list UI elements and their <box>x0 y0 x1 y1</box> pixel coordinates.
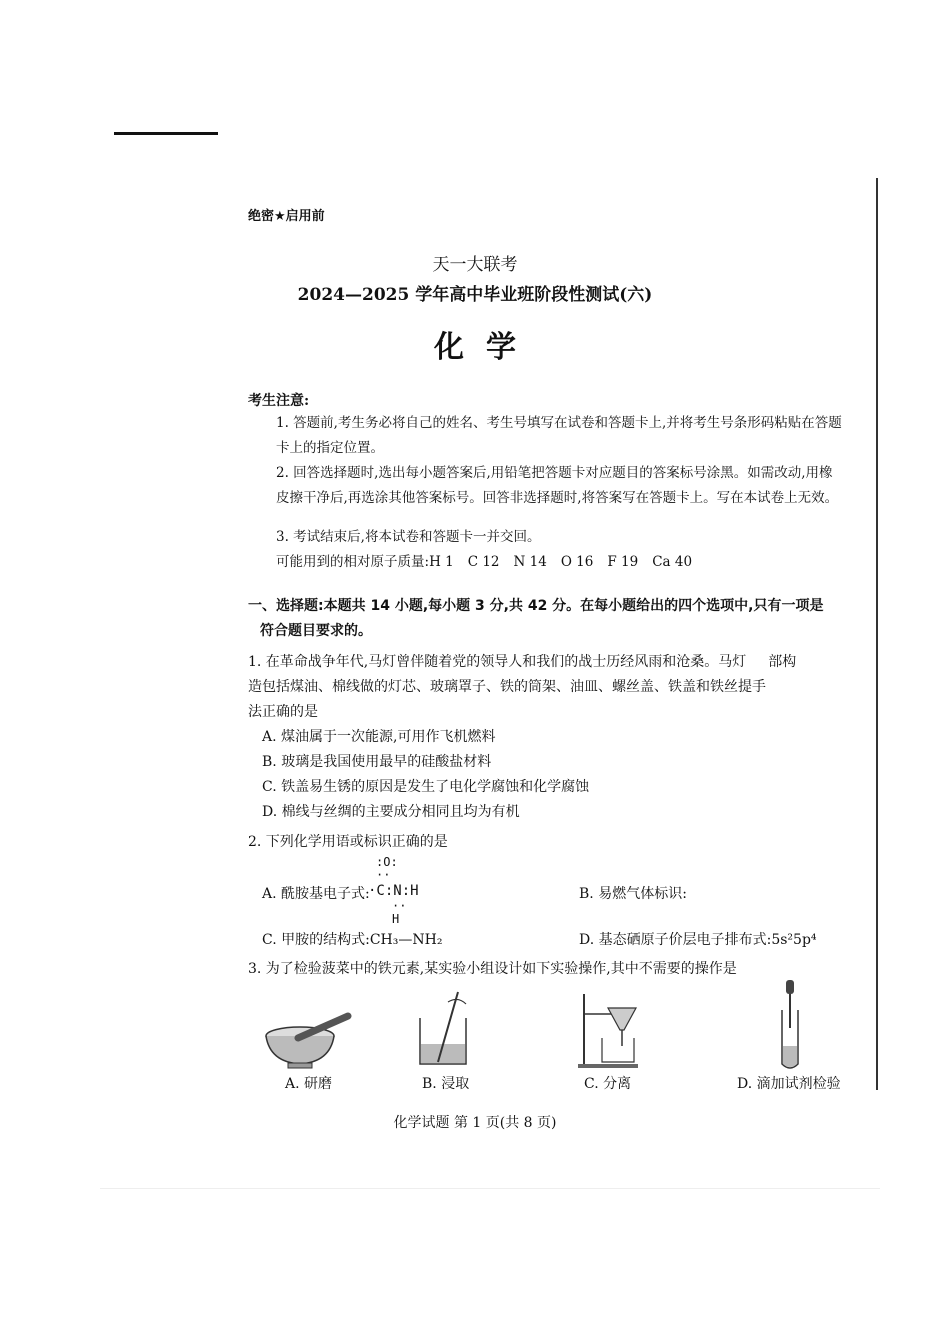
question-3-stem: 3. 为了检验菠菜中的铁元素,某实验小组设计如下实验操作,其中不需要的操作是 <box>248 961 737 977</box>
caption-b: B. 浸取 <box>422 1076 470 1092</box>
notice-item-3: 3. 考试结束后,将本试卷和答题卡一并交回。 <box>276 529 541 545</box>
q1-option-b: B. 玻璃是我国使用最早的硅酸盐材料 <box>262 754 492 770</box>
page-edge <box>100 1188 880 1189</box>
top-rule <box>114 132 218 135</box>
rotation-arrow <box>448 999 466 1004</box>
q1-line-1: 1. 在革命战争年代,马灯曾伴随着党的领导人和我们的战士历经风雨和沧桑。马灯 <box>248 654 747 670</box>
subject-title: 化学 <box>434 330 538 365</box>
q2-option-c-formula: CH₃—NH₂ <box>369 932 443 948</box>
notice-title: 考生注意: <box>248 393 310 409</box>
section-heading <box>248 594 848 644</box>
atomic-f: F 19 <box>607 554 639 570</box>
mortar-base <box>288 1063 312 1068</box>
q2-option-d-label: D. 基态硒原子价层电子排布式: <box>579 932 772 948</box>
mortar-pestle-figure <box>258 1010 358 1070</box>
lewis-row-4: ·· <box>392 899 407 913</box>
q2-option-c <box>262 928 442 953</box>
page-footer: 化学试题 第 1 页(共 8 页) <box>393 1115 557 1131</box>
test-tube-liquid <box>783 1046 797 1067</box>
atomic-c: C 12 <box>467 554 500 570</box>
amide-lewis-structure <box>368 855 419 926</box>
q1-option-c: C. 铁盖易生锈的原因是发生了电化学腐蚀和化学腐蚀 <box>262 779 590 795</box>
atomic-label: 可能用到的相对原子质量: <box>276 554 430 570</box>
q1-line-3: 法正确的是 <box>248 704 318 720</box>
notice-item-1: 1. 答题前,考生务必将自己的姓名、考生号填写在试卷和答题卡上,并将考生号条形码粘贴在答题卡上的指定位置。 <box>276 415 842 456</box>
organizer: 天一大联考 <box>432 255 518 275</box>
q2-option-c-label: C. 甲胺的结构式: <box>262 932 370 948</box>
exam-title: 2024—2025 学年高中毕业班阶段性测试(六) <box>297 285 653 305</box>
lewis-row-5: H <box>392 912 400 926</box>
q2-option-d <box>579 928 817 953</box>
caption-a: A. 研磨 <box>285 1076 333 1092</box>
atomic-ca: Ca 40 <box>652 554 693 570</box>
section-line-1: 一、选择题:本题共 14 小题,每小题 3 分,共 42 分。在每小题给出的四个选项中,只有一项是 <box>248 598 824 614</box>
lewis-row-3: ·C:N:H <box>368 883 419 899</box>
q1-option-a: A. 煤油属于一次能源,可用作飞机燃料 <box>262 729 496 745</box>
q2-option-d-formula: 5s²5p⁴ <box>771 932 817 948</box>
beaker-figure <box>410 990 480 1070</box>
atomic-o: O 16 <box>560 554 594 570</box>
atomic-h: H 1 <box>429 554 454 570</box>
q1-line-2: 造包括煤油、棉线做的灯芯、玻璃罩子、铁的筒架、油皿、螺丝盖、铁盖和铁丝提手 <box>248 679 766 695</box>
filtration-setup-figure <box>574 990 654 1070</box>
q1-option-d: D. 棉线与丝绸的主要成分相同且均为有机 <box>262 804 520 820</box>
notice-item-2: 2. 回答选择题时,选出每小题答案后,用铅笔把答题卡对应题目的答案标号涂黑。如需改动,用橡皮擦干净后,再选涂其他答案标号。回答非选择题时,将答案写在答题卡上。写在本试卷上无效。 <box>276 465 839 506</box>
question-1-stem <box>248 650 848 725</box>
funnel <box>608 1008 636 1030</box>
q2-option-a: A. 酰胺基电子式: <box>262 886 370 902</box>
q2-option-b: B. 易燃气体标识: <box>579 886 687 902</box>
test-tube-figure <box>772 980 812 1072</box>
caption-d: D. 滴加试剂检验 <box>737 1076 841 1092</box>
lewis-row-2: ·· <box>376 868 391 882</box>
stand-base <box>578 1064 638 1068</box>
section-line-2: 符合题目要求的。 <box>260 623 372 639</box>
atomic-masses <box>276 550 706 575</box>
caption-c: C. 分离 <box>584 1076 632 1092</box>
secret-label: 绝密★启用前 <box>248 209 325 224</box>
dropper-bulb <box>786 980 794 994</box>
binding-line <box>876 178 878 1090</box>
atomic-n: N 14 <box>513 554 547 570</box>
question-2-stem: 2. 下列化学用语或标识正确的是 <box>248 834 448 850</box>
receiving-beaker <box>602 1038 634 1062</box>
q1-line-1-tail: 部构 <box>768 654 797 670</box>
lewis-row-1: :O: <box>376 855 398 869</box>
